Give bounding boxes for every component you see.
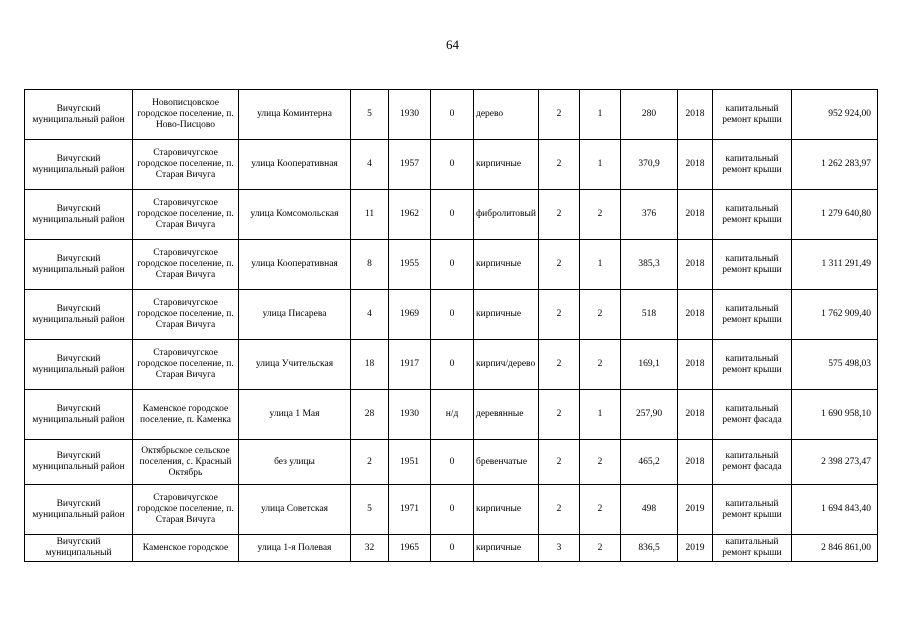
value-cell: 0 bbox=[431, 485, 474, 535]
district-cell: Вичугский муниципальный район bbox=[25, 190, 133, 240]
area-cell: 370,9 bbox=[621, 140, 678, 190]
area-cell: 498 bbox=[621, 485, 678, 535]
district-cell: Вичугский муниципальный район bbox=[25, 485, 133, 535]
district-cell: Вичугский муниципальный район bbox=[25, 440, 133, 485]
page-number: 64 bbox=[446, 37, 459, 52]
table-row bbox=[25, 240, 878, 290]
floors-cell: 2 bbox=[539, 390, 580, 440]
cost-cell: 1 262 283,97 bbox=[792, 140, 878, 190]
entrances-cell: 2 bbox=[580, 340, 621, 390]
built-year-cell: 1951 bbox=[389, 440, 431, 485]
wall-material-cell: кирпичные bbox=[474, 485, 539, 535]
street-cell: улица Кооперативная bbox=[239, 140, 351, 190]
district-cell: Вичугский муниципальный bbox=[25, 535, 133, 562]
house-number-cell: 2 bbox=[351, 440, 389, 485]
cost-cell: 575 498,03 bbox=[792, 340, 878, 390]
wall-material-cell: фибролитовый bbox=[474, 190, 539, 240]
work-type-cell: капитальный ремонт фасада bbox=[713, 390, 792, 440]
settlement-cell: Каменское городское bbox=[133, 535, 239, 562]
cost-cell: 1 311 291,49 bbox=[792, 240, 878, 290]
entrances-cell: 1 bbox=[580, 90, 621, 140]
wall-material-cell: дерево bbox=[474, 90, 539, 140]
cost-cell: 1 690 958,10 bbox=[792, 390, 878, 440]
table-row bbox=[25, 90, 878, 140]
plan-year-cell: 2018 bbox=[678, 390, 713, 440]
floors-cell: 2 bbox=[539, 190, 580, 240]
value-cell: 0 bbox=[431, 535, 474, 562]
plan-year-cell: 2018 bbox=[678, 140, 713, 190]
plan-year-cell: 2019 bbox=[678, 535, 713, 562]
table-row bbox=[25, 440, 878, 485]
settlement-cell: Старовичугское городское поселение, п. Старая Вичуга bbox=[133, 485, 239, 535]
work-type-cell: капитальный ремонт фасада bbox=[713, 440, 792, 485]
floors-cell: 2 bbox=[539, 290, 580, 340]
plan-year-cell: 2019 bbox=[678, 485, 713, 535]
value-cell: 0 bbox=[431, 290, 474, 340]
settlement-cell: Новописцовское городское поселение, п. Ново-Писцово bbox=[133, 90, 239, 140]
district-cell: Вичугский муниципальный район bbox=[25, 390, 133, 440]
entrances-cell: 2 bbox=[580, 440, 621, 485]
floors-cell: 2 bbox=[539, 340, 580, 390]
cost-cell: 2 846 861,00 bbox=[792, 535, 878, 562]
house-number-cell: 4 bbox=[351, 140, 389, 190]
settlement-cell: Старовичугское городское поселение, п. Старая Вичуга bbox=[133, 240, 239, 290]
built-year-cell: 1962 bbox=[389, 190, 431, 240]
value-cell: 0 bbox=[431, 340, 474, 390]
value-cell: 0 bbox=[431, 190, 474, 240]
street-cell: улица Кооперативная bbox=[239, 240, 351, 290]
house-number-cell: 11 bbox=[351, 190, 389, 240]
street-cell: улица Советская bbox=[239, 485, 351, 535]
table-row bbox=[25, 390, 878, 440]
cost-cell: 1 279 640,80 bbox=[792, 190, 878, 240]
house-number-cell: 18 bbox=[351, 340, 389, 390]
settlement-cell: Старовичугское городское поселение, п. Старая Вичуга bbox=[133, 190, 239, 240]
area-cell: 257,90 bbox=[621, 390, 678, 440]
table-row bbox=[25, 140, 878, 190]
area-cell: 465,2 bbox=[621, 440, 678, 485]
wall-material-cell: кирпичные bbox=[474, 290, 539, 340]
built-year-cell: 1965 bbox=[389, 535, 431, 562]
street-cell: улица Писарева bbox=[239, 290, 351, 340]
value-cell: 0 bbox=[431, 140, 474, 190]
floors-cell: 2 bbox=[539, 485, 580, 535]
cost-cell: 952 924,00 bbox=[792, 90, 878, 140]
entrances-cell: 2 bbox=[580, 535, 621, 562]
cost-cell: 1 694 843,40 bbox=[792, 485, 878, 535]
wall-material-cell: кирпич/дерево bbox=[474, 340, 539, 390]
work-type-cell: капитальный ремонт крыши bbox=[713, 190, 792, 240]
floors-cell: 2 bbox=[539, 240, 580, 290]
built-year-cell: 1930 bbox=[389, 390, 431, 440]
table-row bbox=[25, 190, 878, 240]
house-number-cell: 4 bbox=[351, 290, 389, 340]
floors-cell: 3 bbox=[539, 535, 580, 562]
work-type-cell: капитальный ремонт крыши bbox=[713, 240, 792, 290]
street-cell: улица 1 Мая bbox=[239, 390, 351, 440]
wall-material-cell: деревянные bbox=[474, 390, 539, 440]
entrances-cell: 1 bbox=[580, 140, 621, 190]
plan-year-cell: 2018 bbox=[678, 340, 713, 390]
district-cell: Вичугский муниципальный район bbox=[25, 240, 133, 290]
house-number-cell: 5 bbox=[351, 90, 389, 140]
built-year-cell: 1971 bbox=[389, 485, 431, 535]
table-row bbox=[25, 535, 878, 562]
plan-year-cell: 2018 bbox=[678, 290, 713, 340]
built-year-cell: 1969 bbox=[389, 290, 431, 340]
work-type-cell: капитальный ремонт крыши bbox=[713, 535, 792, 562]
cost-cell: 2 398 273,47 bbox=[792, 440, 878, 485]
built-year-cell: 1917 bbox=[389, 340, 431, 390]
street-cell: без улицы bbox=[239, 440, 351, 485]
built-year-cell: 1930 bbox=[389, 90, 431, 140]
work-type-cell: капитальный ремонт крыши bbox=[713, 340, 792, 390]
street-cell: улица 1-я Полевая bbox=[239, 535, 351, 562]
street-cell: улица Комсомольская bbox=[239, 190, 351, 240]
floors-cell: 2 bbox=[539, 90, 580, 140]
settlement-cell: Каменское городское поселение, п. Каменка bbox=[133, 390, 239, 440]
settlement-cell: Старовичугское городское поселение, п. Старая Вичуга bbox=[133, 340, 239, 390]
work-type-cell: капитальный ремонт крыши bbox=[713, 485, 792, 535]
built-year-cell: 1955 bbox=[389, 240, 431, 290]
wall-material-cell: бревенчатые bbox=[474, 440, 539, 485]
built-year-cell: 1957 bbox=[389, 140, 431, 190]
wall-material-cell: кирпичные bbox=[474, 140, 539, 190]
area-cell: 836,5 bbox=[621, 535, 678, 562]
district-cell: Вичугский муниципальный район bbox=[25, 90, 133, 140]
street-cell: улица Учительская bbox=[239, 340, 351, 390]
entrances-cell: 2 bbox=[580, 485, 621, 535]
value-cell: 0 bbox=[431, 440, 474, 485]
entrances-cell: 1 bbox=[580, 240, 621, 290]
district-cell: Вичугский муниципальный район bbox=[25, 290, 133, 340]
area-cell: 376 bbox=[621, 190, 678, 240]
district-cell: Вичугский муниципальный район bbox=[25, 140, 133, 190]
entrances-cell: 2 bbox=[580, 290, 621, 340]
table-row bbox=[25, 485, 878, 535]
street-cell: улица Коминтерна bbox=[239, 90, 351, 140]
value-cell: 0 bbox=[431, 240, 474, 290]
house-number-cell: 8 bbox=[351, 240, 389, 290]
area-cell: 280 bbox=[621, 90, 678, 140]
work-type-cell: капитальный ремонт крыши bbox=[713, 290, 792, 340]
repair-schedule-table bbox=[24, 89, 878, 562]
entrances-cell: 1 bbox=[580, 390, 621, 440]
settlement-cell: Старовичугское городское поселение, п. Старая Вичуга bbox=[133, 140, 239, 190]
cost-cell: 1 762 909,40 bbox=[792, 290, 878, 340]
area-cell: 518 bbox=[621, 290, 678, 340]
district-cell: Вичугский муниципальный район bbox=[25, 340, 133, 390]
house-number-cell: 5 bbox=[351, 485, 389, 535]
entrances-cell: 2 bbox=[580, 190, 621, 240]
house-number-cell: 28 bbox=[351, 390, 389, 440]
settlement-cell: Октябрьское сельское поселения, с. Красный Октябрь bbox=[133, 440, 239, 485]
area-cell: 385,3 bbox=[621, 240, 678, 290]
house-number-cell: 32 bbox=[351, 535, 389, 562]
table-row bbox=[25, 340, 878, 390]
floors-cell: 2 bbox=[539, 440, 580, 485]
value-cell: 0 bbox=[431, 90, 474, 140]
area-cell: 169,1 bbox=[621, 340, 678, 390]
value-cell: н/д bbox=[431, 390, 474, 440]
table-row bbox=[25, 290, 878, 340]
settlement-cell: Старовичугское городское поселение, п. Старая Вичуга bbox=[133, 290, 239, 340]
floors-cell: 2 bbox=[539, 140, 580, 190]
work-type-cell: капитальный ремонт крыши bbox=[713, 140, 792, 190]
work-type-cell: капитальный ремонт крыши bbox=[713, 90, 792, 140]
plan-year-cell: 2018 bbox=[678, 440, 713, 485]
plan-year-cell: 2018 bbox=[678, 90, 713, 140]
wall-material-cell: кирпичные bbox=[474, 240, 539, 290]
plan-year-cell: 2018 bbox=[678, 190, 713, 240]
plan-year-cell: 2018 bbox=[678, 240, 713, 290]
wall-material-cell: кирпичные bbox=[474, 535, 539, 562]
